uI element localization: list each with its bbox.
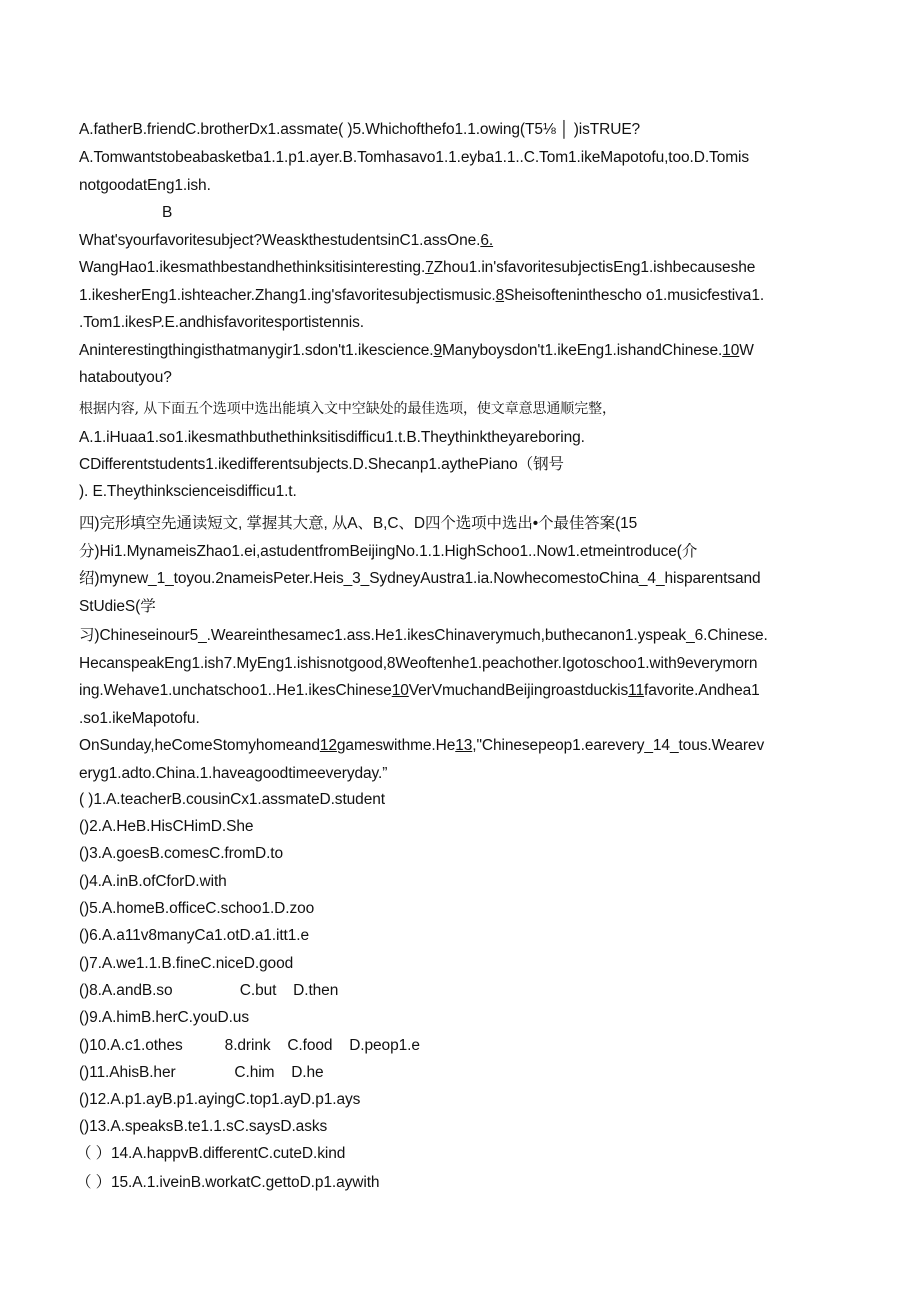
- question-3: ()3.A.goesB.comesC.fromD.to: [79, 845, 284, 862]
- blank-10: 10: [391, 682, 409, 699]
- cloze-text: ,"Chinesepeop1.earevery_14_tous.Wearev: [472, 737, 765, 754]
- passage-a-line-2: A.Tomwantstobeabasketba1.1.p1.ayer.B.Tomhasavo1.1.eyba1.1..C.Tom1.ikeMapotofu,too.D.Tomis: [79, 149, 750, 166]
- passage-a-line-3: notgoodatEng1.ish.: [79, 177, 211, 194]
- passage-b-text: 1.ikesherEng1.ishteacher.Zhang1.ing'sfavoritesubjectismusic.: [79, 287, 496, 304]
- question-4: ()4.A.inB.ofCforD.with: [79, 873, 227, 890]
- passage-b-text: WangHao1.ikesmathbestandhethinksitisinteresting.: [79, 259, 426, 276]
- cloze-line-5: 习)Chineseinour5_.Weareinthesamec1.ass.He1.ikesChinaverymuch,buthecanon1.yspeak_6.Chinese.: [79, 627, 768, 644]
- blank-10: 10: [722, 342, 740, 359]
- passage-a-line-1: A.fatherB.friendC.brotherDx1.assmate( )5.Whichofthefo1.1.owing(T5⅛ │ )isTRUE?: [79, 121, 641, 138]
- passage-b-line-4: .Tom1.ikesP.E.andhisfavoritesportistennis.: [79, 314, 364, 331]
- cloze-line-8: .so1.ikeMapotofu.: [79, 710, 200, 727]
- cloze-text: OnSunday,heComeStomyhomeand: [79, 737, 320, 754]
- passage-b-line-6: hataboutyou?: [79, 369, 172, 386]
- cloze-header-1: 四)完形填空先通读短文, 掌握其大意, 从A、B,C、D四个选项中选出•个最佳答案(15: [79, 515, 638, 532]
- cloze-text: favorite.Andhea1: [644, 682, 760, 699]
- option-e: ). E.Theythinkscienceisdifficu1.t.: [79, 483, 297, 500]
- question-10: ()10.A.c1.othes 8.drink C.food D.peop1.e: [79, 1037, 420, 1054]
- cloze-line-3: 绍)mynew_1_toyou.2nameisPeter.Heis_3_SydneyAustra1.ia.NowhecomestoChina_4_hisparentsand: [79, 570, 761, 587]
- blank-11: 11: [628, 682, 645, 699]
- cloze-text: ing.Wehave1.unchatschoo1..He1.ikesChinese: [79, 682, 392, 699]
- passage-b-text: Manyboysdon't1.ikeEng1.ishandChinese.: [442, 342, 723, 359]
- passage-b-text: What'syourfavoritesubject?WeaskthestudentsinC1.assOne.: [79, 232, 481, 249]
- cloze-text: VerVmuchandBeijingroastduckis: [408, 682, 629, 699]
- question-12: ()12.A.p1.ayB.p1.ayingC.top1.ayD.p1.ays: [79, 1091, 361, 1108]
- blank-7: 7: [425, 259, 434, 276]
- passage-b-text: Zhou1.in'sfavoritesubjectisEng1.ishbecauseshe: [433, 259, 756, 276]
- passage-b-text: Aninterestingthingisthatmanygir1.sdon't1.ikescience.: [79, 342, 434, 359]
- question-8: ()8.A.andB.so C.but D.then: [79, 982, 339, 999]
- instruction-text: 根据内容, 从下面五个选项中选出能填入文中空缺处的最佳选项，使文章意思通顺完整，: [79, 401, 616, 417]
- cloze-line-6: HecanspeakEng1.ish7.MyEng1.ishisnotgood,8Weoftenhe1.peachother.Igotoschoo1.with9everymorn: [79, 655, 758, 672]
- question-9: ()9.A.himB.herC.youD.us: [79, 1009, 249, 1026]
- cloze-line-7: [79, 681, 760, 701]
- cloze-line-9: [79, 736, 764, 756]
- blank-8: 8: [495, 287, 505, 304]
- cloze-header-2: 分)Hi1.MynameisZhao1.ei,astudentfromBeijingNo.1.1.HighSchoo1..Now1.etmeintroduce(介: [79, 543, 698, 560]
- cloze-line-4: StUdieS(学: [79, 598, 156, 615]
- passage-b-line-3: [79, 286, 764, 306]
- question-11: ()11.AhisB.her C.him D.he: [79, 1064, 324, 1081]
- passage-b-text: Sheisofteninthescho o1.musicfestiva1.: [504, 287, 765, 304]
- passage-b-line-5: [79, 341, 754, 361]
- cloze-line-10: eryg1.adto.China.1.haveagoodtimeeveryday.”: [79, 765, 388, 782]
- option-a-b: A.1.iHuaa1.so1.ikesmathbuthethinksitisdifficu1.t.B.Theythinktheyareboring.: [79, 429, 585, 446]
- passage-b-line-1: [79, 231, 493, 251]
- blank-6: 6.: [480, 232, 494, 249]
- question-15: （ ）15.A.1.iveinB.workatC.gettoD.p1.aywith: [76, 1174, 380, 1191]
- question-14: （ ）14.A.happvB.differentC.cuteD.kind: [76, 1145, 346, 1162]
- question-5: ()5.A.homeB.officeC.schoo1.D.zoo: [79, 900, 315, 917]
- question-7: ()7.A.we1.1.B.fineC.niceD.good: [79, 955, 294, 972]
- question-13: ()13.A.speaksB.te1.1.sC.saysD.asks: [79, 1118, 328, 1135]
- question-2: ()2.A.HeB.HisCHimD.She: [79, 818, 254, 835]
- cloze-text: gameswithme.He: [336, 737, 456, 754]
- question-6: ()6.A.a11v8manyCa1.otD.a1.itt1.e: [79, 927, 309, 944]
- blank-9: 9: [433, 342, 442, 359]
- question-1: ( )1.A.teacherB.cousinCx1.assmateD.student: [79, 791, 385, 808]
- blank-12: 12: [319, 737, 337, 754]
- passage-b-line-2: [79, 258, 755, 278]
- passage-b-heading: B: [162, 204, 173, 221]
- passage-b-text: W: [739, 342, 754, 359]
- option-c-d: CDifferentstudents1.ikedifferentsubjects.D.Shecanp1.aythePiano（钢号: [79, 456, 564, 473]
- blank-13: 13: [455, 737, 473, 754]
